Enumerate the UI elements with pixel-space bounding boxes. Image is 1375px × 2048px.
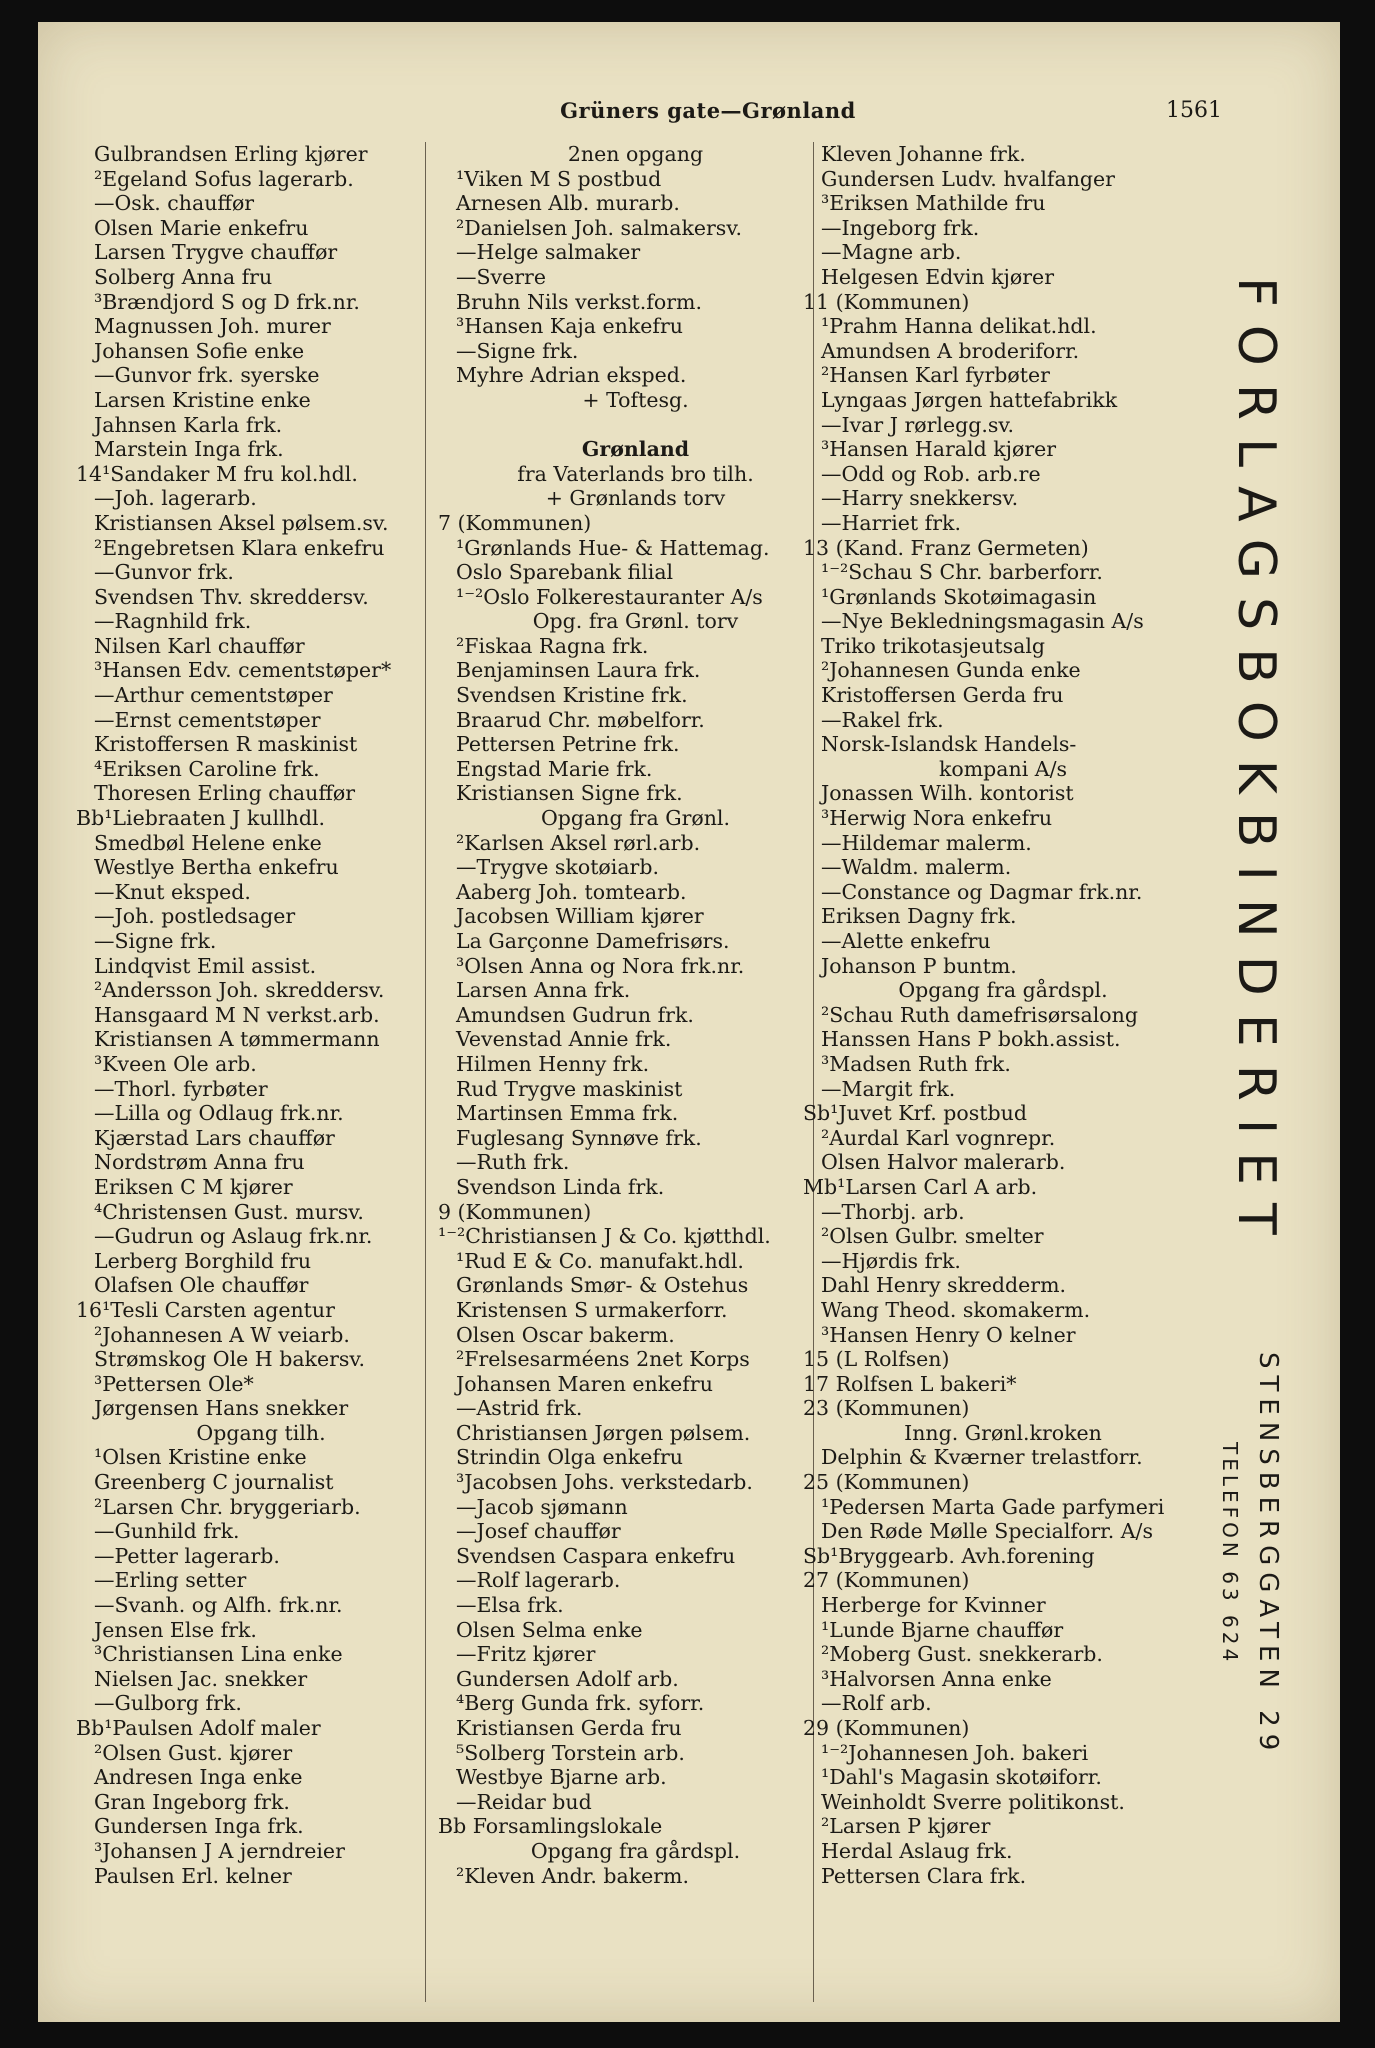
directory-entry: —Nye Bekledningsmagasin A/s (821, 609, 1144, 634)
directory-entry: Mb¹Larsen Carl A arb. (803, 1174, 1038, 1199)
directory-entry: ³Eriksen Mathilde fru (821, 191, 1046, 216)
directory-entry: ²Hansen Karl fyrbøter (821, 363, 1050, 388)
directory-entry: Svendsen Kristine frk. (456, 683, 688, 708)
directory-entry: ²Olsen Gulbr. smelter (821, 1224, 1044, 1249)
directory-entry: ¹Grønlands Hue- & Hattemag. (456, 535, 770, 560)
directory-entry: ³Hansen Henry O kelner (821, 1322, 1076, 1347)
directory-entry: Opgang fra gårdspl. (898, 978, 1108, 1003)
directory-entry: Johanson P buntm. (821, 953, 1017, 978)
directory-entry: Marstein Inga frk. (94, 437, 284, 462)
directory-entry: Bb Forsamlingslokale (438, 1814, 663, 1839)
directory-entry: Kristiansen Aksel pølsem.sv. (94, 510, 389, 535)
directory-entry: —Magne arb. (821, 240, 962, 265)
directory-entry: Sb¹Juvet Krf. postbud (803, 1101, 1027, 1126)
directory-entry: fra Vaterlands bro tilh. (517, 461, 754, 486)
directory-entry: ³Hansen Harald kjører (821, 437, 1057, 462)
directory-entry: ²Engebretsen Klara enkefru (94, 535, 385, 560)
directory-entry: ³Johansen J A jerndreier (94, 1838, 345, 1863)
directory-entry: Oslo Sparebank filial (456, 560, 674, 585)
directory-entry: —Waldm. malerm. (821, 855, 1012, 880)
directory-entry: ²Aurdal Karl vognrepr. (821, 1125, 1056, 1150)
directory-entry: ⁴Christensen Gust. mursv. (94, 1199, 364, 1224)
column-3 (803, 142, 1203, 1888)
directory-entry: Grønland (581, 437, 690, 462)
directory-entry: ³Brændjord S og D frk.nr. (94, 289, 360, 314)
directory-entry: ²Kleven Andr. bakerm. (456, 1863, 690, 1888)
directory-entry: —Harry snekkersv. (821, 486, 1019, 511)
directory-entry: Olsen Selma enke (456, 1617, 643, 1642)
directory-entry: —Constance og Dagmar frk.nr. (821, 879, 1143, 904)
directory-entry: Gundersen Ludv. hvalfanger (821, 166, 1115, 191)
directory-entry: Jonassen Wilh. kontorist (821, 781, 1074, 806)
directory-entry: ³Pettersen Ole* (94, 1371, 254, 1396)
directory-entry: —Erling setter (94, 1568, 247, 1593)
directory-entry: Wang Theod. skomakerm. (821, 1297, 1091, 1322)
directory-entry: —Ingeborg frk. (821, 215, 980, 240)
directory-entry: —Rolf arb. (821, 1691, 932, 1716)
directory-entry: Gundersen Adolf arb. (456, 1666, 679, 1691)
directory-entry: Martinsen Emma frk. (456, 1101, 679, 1126)
directory-entry: ³Halvorsen Anna enke (821, 1666, 1052, 1691)
directory-entry: Smedbøl Helene enke (94, 830, 322, 855)
directory-entry: 17 Rolfsen L bakeri* (803, 1371, 1017, 1396)
directory-entry: —Josef chauffør (456, 1519, 621, 1544)
directory-entry: Larsen Anna frk. (456, 978, 631, 1003)
directory-entry: 2nen opgang (567, 142, 704, 166)
directory-entry: —Gulborg frk. (94, 1691, 242, 1716)
directory-entry: ⁴Eriksen Caroline frk. (94, 756, 320, 781)
directory-entry: ³Christiansen Lina enke (94, 1642, 343, 1667)
directory-entry: ³Kveen Ole arb. (94, 1051, 257, 1076)
directory-entry: Jensen Else frk. (94, 1617, 257, 1642)
directory-entry: ³Jacobsen Johs. verkstedarb. (456, 1470, 753, 1495)
directory-entry: ²Larsen Chr. bryggeriarb. (94, 1494, 361, 1519)
directory-entry: Arnesen Alb. murarb. (456, 191, 680, 216)
directory-entry: ¹Grønlands Skotøimagasin (821, 584, 1097, 609)
directory-entry: Opgang fra Grønl. (540, 806, 731, 831)
directory-entry: Svendson Linda frk. (456, 1174, 665, 1199)
directory-entry: —Petter lagerarb. (94, 1543, 280, 1568)
directory-entry: —Ragnhild frk. (94, 609, 252, 634)
directory-entry: Nordstrøm Anna fru (94, 1150, 305, 1175)
directory-entry: Strindin Olga enkefru (456, 1445, 683, 1470)
directory-entry: + Grønlands torv (545, 486, 726, 511)
directory-entry: Christiansen Jørgen pølsem. (456, 1420, 751, 1445)
directory-entry: —Thorl. fyrbøter (94, 1076, 268, 1101)
directory-entry: Olafsen Ole chauffør (94, 1273, 309, 1298)
directory-entry: —Jacob sjømann (456, 1494, 628, 1519)
directory-entry: ³Herwig Nora enkefru (821, 806, 1053, 831)
directory-entry: 27 (Kommunen) (803, 1568, 970, 1593)
directory-entry: Bb¹Paulsen Adolf maler (76, 1716, 321, 1740)
directory-entry: Fuglesang Synnøve frk. (456, 1125, 702, 1150)
directory-entry: —Reidar bud (456, 1789, 592, 1814)
directory-entry: 23 (Kommunen) (803, 1396, 970, 1421)
directory-entry: —Osk. chauffør (94, 191, 255, 216)
directory-entry: Kristiansen A tømmermann (94, 1027, 380, 1052)
page-number: 1561 (1166, 98, 1222, 123)
directory-entry: —Knut eksped. (94, 879, 251, 904)
directory-entry: —Gudrun og Aslaug frk.nr. (94, 1224, 373, 1249)
directory-entry: Norsk-Islandsk Handels- (821, 732, 1077, 757)
directory-entry: Amundsen A broderiforr. (821, 338, 1080, 363)
directory-entry: Sb¹Bryggearb. Avh.forening (803, 1543, 1095, 1568)
directory-entry: —Ruth frk. (456, 1150, 570, 1175)
directory-entry: Svendsen Caspara enkefru (456, 1543, 736, 1568)
directory-entry: —Alette enkefru (821, 929, 991, 953)
directory-entry: ¹⁻²Schau S Chr. barberforr. (821, 560, 1103, 585)
directory-entry: ²Frelsesarméens 2net Korps (456, 1347, 750, 1372)
directory-entry (438, 413, 833, 438)
directory-entry: Solberg Anna fru (94, 264, 273, 289)
directory-entry: ¹Dahl's Magasin skotøiforr. (821, 1765, 1102, 1790)
directory-entry: Herberge for Kvinner (821, 1593, 1046, 1618)
directory-entry: Braarud Chr. møbelforr. (456, 707, 705, 732)
directory-entry: ¹Rud E & Co. manufakt.hdl. (456, 1248, 744, 1273)
directory-entry: Jacobsen William kjører (456, 904, 704, 929)
directory-entry: Gundersen Inga frk. (94, 1814, 304, 1839)
directory-entry: 13 (Kand. Franz Germeten) (803, 535, 1089, 560)
directory-entry: Jørgensen Hans snekker (94, 1396, 349, 1421)
directory-entry: Olsen Oscar bakerm. (456, 1322, 675, 1347)
directory-entry: Kristiansen Gerda fru (456, 1716, 682, 1740)
directory-entry: Olsen Halvor malerarb. (821, 1150, 1066, 1175)
directory-entry: ²Karlsen Aksel rørl.arb. (456, 830, 701, 855)
directory-entry: Opgang fra gårdspl. (530, 1838, 741, 1863)
directory-entry: —Arthur cementstøper (94, 683, 333, 708)
directory-entry: ²Danielsen Joh. salmakersv. (456, 215, 742, 240)
directory-entry: ²Johannesen Gunda enke (821, 658, 1081, 683)
directory-entry: Herdal Aslaug frk. (821, 1838, 1013, 1863)
directory-entry: ²Fiskaa Ragna frk. (456, 633, 649, 658)
directory-entry: Bruhn Nils verkst.form. (456, 289, 702, 314)
directory-entry: Nilsen Karl chauffør (94, 633, 305, 658)
directory-entry: —Gunvor frk. (94, 560, 234, 585)
directory-entry: ²Olsen Gust. kjører (94, 1740, 293, 1765)
directory-entry: Kristoffersen Gerda fru (821, 683, 1064, 708)
directory-entry: ⁵Solberg Torstein arb. (456, 1740, 685, 1765)
directory-entry: Paulsen Erl. kelner (94, 1863, 292, 1888)
directory-entry: Eriksen C M kjører (94, 1174, 293, 1199)
directory-entry: —Thorbj. arb. (821, 1199, 965, 1224)
directory-entry: Olsen Marie enkefru (94, 215, 309, 240)
directory-entry: Aaberg Joh. tomtearb. (456, 879, 687, 904)
directory-entry: ²Johannesen A W veiarb. (94, 1322, 350, 1347)
margin-ad-phone: TELEFON 63 624 (1218, 1442, 1242, 1666)
directory-entry: ¹Pedersen Marta Gade parfymeri (821, 1494, 1165, 1519)
directory-entry: Delphin & Kværner trelastforr. (821, 1445, 1143, 1470)
directory-entry: ¹⁻²Johannesen Joh. bakeri (821, 1740, 1089, 1765)
directory-entry: —Signe frk. (94, 929, 217, 953)
directory-entry: 14¹Sandaker M fru kol.hdl. (76, 461, 358, 486)
directory-entry: Hilmen Henny frk. (456, 1051, 650, 1076)
directory-entry: —Joh. postledsager (94, 904, 296, 929)
directory-entry: ³Hansen Edv. cementstøper* (94, 658, 392, 683)
directory-entry: Larsen Kristine enke (94, 387, 311, 412)
directory-entry: Kristoffersen R maskinist (94, 732, 358, 757)
directory-entry: 29 (Kommunen) (803, 1716, 970, 1740)
directory-entry: Svendsen Thv. skreddersv. (94, 584, 369, 609)
column-divider (425, 142, 426, 2002)
directory-entry: ³Hansen Kaja enkefru (456, 314, 684, 339)
directory-entry: Benjaminsen Laura frk. (456, 658, 701, 683)
directory-entry: 7 (Kommunen) (438, 510, 592, 535)
directory-entry: Lindqvist Emil assist. (94, 953, 317, 978)
directory-entry: + Toftesg. (582, 387, 689, 412)
directory-entry: Den Røde Mølle Specialforr. A/s (821, 1519, 1153, 1544)
directory-entry: —Signe frk. (456, 338, 579, 363)
directory-entry: ²Andersson Joh. skreddersv. (94, 978, 385, 1003)
directory-entry: Westlye Bertha enkefru (94, 855, 339, 880)
directory-entry: —Joh. lagerarb. (94, 486, 257, 511)
directory-entry: ¹Olsen Kristine enke (94, 1445, 307, 1470)
directory-entry: —Helge salmaker (456, 240, 641, 265)
directory-entry: —Elsa frk. (456, 1593, 564, 1618)
directory-entry: —Harriet frk. (821, 510, 961, 535)
directory-entry: 16¹Tesli Carsten agentur (76, 1297, 335, 1322)
directory-entry: ³Madsen Ruth frk. (821, 1051, 1011, 1076)
directory-entry: Gran Ingeborg frk. (94, 1789, 290, 1814)
directory-entry: —Svanh. og Alfh. frk.nr. (94, 1593, 343, 1618)
directory-entry: Johansen Sofie enke (94, 338, 305, 363)
margin-ad-address: STENSBERGGATEN 29 (1253, 1352, 1283, 1758)
directory-entry: Larsen Trygve chauffør (94, 240, 338, 265)
running-head: Grüners gate—Grønland (560, 98, 856, 123)
directory-entry: 11 (Kommunen) (803, 289, 970, 314)
directory-entry: Gulbrandsen Erling kjører (94, 142, 368, 166)
directory-entry: Bb¹Liebraaten J kullhdl. (76, 806, 326, 831)
directory-entry: La Garçonne Damefrisørs. (456, 929, 730, 953)
directory-entry: ¹Viken M S postbud (456, 166, 662, 191)
directory-entry: Kristensen S urmakerforr. (456, 1297, 728, 1322)
directory-entry: Westbye Bjarne arb. (456, 1765, 667, 1790)
directory-entry: —Ivar J rørlegg.sv. (821, 412, 1015, 437)
directory-entry: Hansgaard M N verkst.arb. (94, 1002, 380, 1027)
directory-entry: 9 (Kommunen) (438, 1199, 592, 1224)
directory-entry: —Gunhild frk. (94, 1519, 240, 1544)
directory-entry: Hanssen Hans P bokh.assist. (821, 1027, 1121, 1052)
directory-entry: —Margit frk. (821, 1076, 956, 1101)
directory-entry: ³Olsen Anna og Nora frk.nr. (456, 953, 745, 978)
directory-entry: Weinholdt Sverre politikonst. (821, 1789, 1125, 1814)
column-1 (76, 142, 446, 1888)
directory-entry: ¹⁻²Christiansen J & Co. kjøtthdl. (438, 1224, 771, 1249)
directory-entry: —Sverre (456, 264, 546, 289)
directory-entry: Amundsen Gudrun frk. (456, 1002, 694, 1027)
directory-entry: Inng. Grønl.kroken (904, 1420, 1102, 1445)
directory-entry: Thoresen Erling chauffør (94, 781, 356, 806)
directory-entry: ¹Lunde Bjarne chauffør (821, 1617, 1064, 1642)
column-2 (438, 142, 833, 1888)
directory-page (38, 22, 1340, 2022)
directory-entry: —Trygve skotøiarb. (456, 855, 659, 880)
directory-entry: Kleven Johanne frk. (821, 142, 1026, 166)
directory-entry: kompani A/s (938, 756, 1068, 781)
directory-entry: Rud Trygve maskinist (456, 1076, 683, 1101)
directory-entry: Andresen Inga enke (94, 1765, 303, 1790)
directory-entry: ²Schau Ruth damefrisørsalong (821, 1002, 1138, 1027)
directory-entry: Eriksen Dagny frk. (821, 904, 1017, 929)
directory-entry: —Hildemar malerm. (821, 830, 1032, 855)
directory-entry: ¹⁻²Oslo Folkerestauranter A/s (456, 584, 763, 609)
directory-entry: Lyngaas Jørgen hattefabrikk (821, 387, 1118, 412)
directory-entry: Jahnsen Karla frk. (94, 412, 283, 437)
directory-entry: —Rakel frk. (821, 707, 944, 732)
directory-entry: Myhre Adrian eksped. (456, 363, 687, 388)
directory-entry: Strømskog Ole H bakersv. (94, 1347, 366, 1372)
directory-entry: Kjærstad Lars chauffør (94, 1125, 335, 1150)
directory-entry: Lerberg Borghild fru (94, 1248, 312, 1273)
directory-entry: Pettersen Petrine frk. (456, 732, 680, 757)
directory-entry: Vevenstad Annie frk. (456, 1027, 672, 1052)
directory-entry: Helgesen Edvin kjører (821, 264, 1054, 289)
directory-entry: —Gunvor frk. syerske (94, 363, 320, 388)
directory-entry: Opg. fra Grønl. torv (532, 609, 739, 634)
directory-entry: —Rolf lagerarb. (456, 1568, 621, 1593)
margin-ad-title: FORLAGSBOKBINDERIET (1226, 277, 1286, 1253)
directory-entry: —Lilla og Odlaug frk.nr. (94, 1101, 344, 1126)
directory-entry: ²Egeland Sofus lagerarb. (94, 166, 354, 191)
directory-entry: Greenberg C journalist (94, 1470, 334, 1495)
directory-entry: —Fritz kjører (456, 1642, 596, 1667)
directory-entry: —Odd og Rob. arb.re (821, 461, 1041, 486)
directory-entry: 25 (Kommunen) (803, 1470, 970, 1495)
directory-entry: Kristiansen Signe frk. (456, 781, 683, 806)
directory-entry: Magnussen Joh. murer (94, 314, 331, 339)
directory-entry: —Ernst cementstøper (94, 707, 321, 732)
directory-entry: Nielsen Jac. snekker (94, 1666, 308, 1691)
directory-entry: —Astrid frk. (456, 1396, 583, 1421)
directory-entry: Grønlands Smør- & Ostehus (456, 1273, 749, 1298)
directory-entry: ¹Prahm Hanna delikat.hdl. (821, 314, 1097, 339)
directory-entry: 15 (L Rolfsen) (803, 1347, 950, 1372)
directory-entry: Opgang tilh. (196, 1420, 326, 1445)
directory-entry: ²Larsen P kjører (821, 1814, 991, 1839)
directory-entry: ⁴Berg Gunda frk. syforr. (456, 1691, 705, 1716)
directory-entry: Dahl Henry skredderm. (821, 1273, 1067, 1298)
directory-entry: Triko trikotasjeutsalg (821, 633, 1045, 658)
directory-entry: Johansen Maren enkefru (456, 1371, 713, 1396)
directory-entry: ²Moberg Gust. snekkerarb. (821, 1642, 1103, 1667)
directory-entry: Pettersen Clara frk. (821, 1863, 1027, 1888)
directory-entry: Engstad Marie frk. (456, 756, 653, 781)
directory-entry: —Hjørdis frk. (821, 1248, 961, 1273)
